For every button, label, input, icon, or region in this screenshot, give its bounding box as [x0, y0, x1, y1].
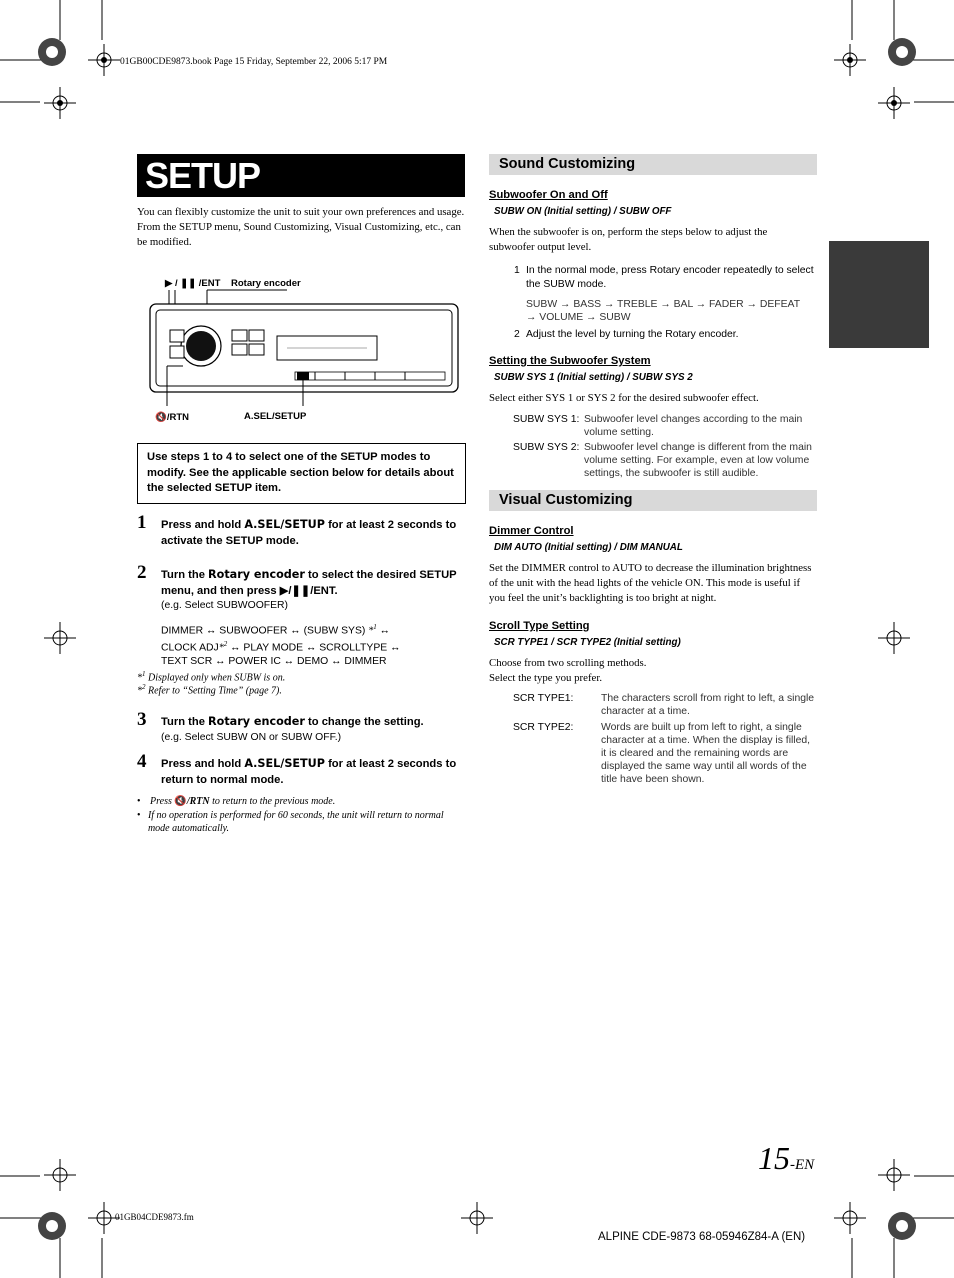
subwoofer-on-off-heading: Subwoofer On and Off — [489, 189, 608, 201]
sys-item-2-label: SUBW SYS 2: — [513, 442, 580, 453]
crosshair-dot — [101, 57, 107, 63]
scr-item-2-desc: Words are built up from left to right, a single character at a time. When the display is filled, it is cleared and the remaining words are displayed the same way until all words of the title have been shown. — [601, 722, 811, 785]
dimmer-initial-setting: DIM AUTO (Initial setting) / DIM MANUAL — [494, 542, 683, 553]
page-number: 15-EN — [758, 1140, 815, 1176]
scroll-type-heading: Scroll Type Setting — [489, 620, 590, 632]
setup-sequence: DIMMER ↔ SUBWOOFER ↔ (SUBW SYS) *$^1$ ↔ CLOCK ADJ*$^2$ ↔ PLAY MODE ↔ SCROLLTYPE ↔ TEXT SCR ↔ POWER IC ↔ DEMO ↔ DIMMER — [161, 623, 401, 667]
subwoofer-system-heading: Setting the Subwoofer System — [489, 355, 651, 367]
rtn-label: 🔇/RTN — [155, 412, 190, 423]
sys-item-1-desc: Subwoofer level changes according to the main volume setting. — [584, 414, 803, 438]
play-icon: ▶ — [165, 278, 173, 289]
scroll-body-2: Select the type you prefer. — [489, 672, 603, 684]
page-title: SETUP — [137, 154, 465, 197]
step-1-text: Press and hold A.SEL/SETUP for at least 2 seconds to activate the SETUP mode. — [161, 518, 457, 547]
step-3-text: Turn the Rotary encoder to change the setting. — [161, 715, 424, 728]
step-3-example: (e.g. Select SUBW ON or SUBW OFF.) — [161, 732, 342, 743]
subwoofer-system-body: Select either SYS 1 or SYS 2 for the desired subwoofer effect. — [489, 392, 759, 404]
pause-icon: ❚❚ — [180, 278, 197, 289]
scr-item-2-label: SCR TYPE2: — [513, 722, 574, 733]
note-box: Use steps 1 to 4 to select one of the SETUP modes to modify. See the applicable section below for details about the selected SETUP item. — [137, 443, 466, 504]
subwoofer-system-initial: SUBW SYS 1 (Initial setting) / SUBW SYS 2 — [494, 372, 693, 383]
list-item: • Press 🔇/RTN to return to the previous mode. — [137, 796, 336, 807]
step-2-example: (e.g. Select SUBWOOFER) — [161, 600, 289, 611]
step-number: 3 — [137, 709, 147, 730]
subw-step-1-text: In the normal mode, press Rotary encoder repeatedly to select the SUBW mode. — [526, 265, 814, 290]
play-ent-label: ▶ / ❚❚ /ENT — [165, 278, 221, 289]
step-number: 1 — [137, 512, 147, 533]
asel-label: A.SEL/SETUP — [244, 411, 307, 422]
crosshair-dot — [891, 100, 897, 106]
scr-item-1-desc: The characters scroll from right to left, a single character at a time. — [601, 693, 815, 717]
sys-item-1-label: SUBW SYS 1: — [513, 414, 580, 425]
list-item: • If no operation is performed for 60 seconds, the unit will return to normal mode automatically. — [137, 809, 444, 834]
sound-customizing-heading: Sound Customizing — [489, 154, 817, 175]
subw-step-2-text: Adjust the level by turning the Rotary encoder. — [526, 329, 739, 340]
subw-step-2-num: 2 — [514, 329, 520, 340]
side-tab — [829, 241, 929, 348]
sys-item-2-desc: Subwoofer level change is different from the main volume setting. For example, even at low volume settings, the subwoofer is still audible. — [584, 442, 812, 479]
footnote-1: *$^1$ Displayed only when SUBW is on. — [137, 670, 286, 684]
model-info: ALPINE CDE-9873 68-05946Z84-A (EN) — [598, 1231, 806, 1243]
subw-sequence-1: SUBW → BASS → TREBLE → BAL → FADER → DEFEAT — [526, 299, 801, 310]
device-diagram — [137, 270, 465, 430]
file-name: 01GB04CDE9873.fm — [115, 1212, 194, 1222]
head-unit-illustration — [137, 288, 465, 418]
bullet-list — [137, 795, 467, 836]
scroll-type-initial: SCR TYPE1 / SCR TYPE2 (Initial setting) — [494, 637, 681, 648]
crosshair-dot — [847, 57, 853, 63]
rotary-label: Rotary encoder — [231, 278, 301, 289]
footnote-2: *$^2$ Refer to “Setting Time” (page 7). — [137, 683, 282, 697]
book-info: 01GB00CDE9873.book Page 15 Friday, September 22, 2006 5:17 PM — [120, 57, 388, 67]
subwoofer-initial-setting: SUBW ON (Initial setting) / SUBW OFF — [494, 206, 672, 217]
step-2-text: Turn the Rotary encoder to select the desired SETUP menu, and then press ▶/❚❚/ENT. — [161, 568, 457, 597]
step-number: 2 — [137, 562, 147, 583]
dimmer-control-heading: Dimmer Control — [489, 525, 574, 537]
scr-item-1-label: SCR TYPE1: — [513, 693, 574, 704]
visual-customizing-heading: Visual Customizing — [489, 490, 817, 511]
crosshair-dot — [57, 100, 63, 106]
subw-sequence-2: → VOLUME → SUBW — [526, 312, 631, 323]
dimmer-body: Set the DIMMER control to AUTO to decrease the illumination brightness of the unit with the head lights of the vehicle ON. This mode is useful if you feel the unit’s backlighting is too bright at night. — [489, 562, 812, 604]
subw-step-1-num: 1 — [514, 265, 520, 276]
mute-icon: 🔇 — [174, 796, 187, 807]
subwoofer-body: When the subwoofer is on, perform the steps below to adjust the subwoofer output level. — [489, 226, 768, 253]
step-number: 4 — [137, 751, 147, 772]
intro-text: You can flexibly customize the unit to suit your own preferences and usage. From the SETUP menu, Sound Customizing, Visual Customizing, etc., can be modified. — [137, 206, 465, 248]
mute-icon: 🔇 — [155, 412, 167, 423]
step-4-text: Press and hold A.SEL/SETUP for at least 2 seconds to return to normal mode. — [161, 757, 457, 786]
scroll-body-1: Choose from two scrolling methods. — [489, 657, 647, 669]
play-pause-icon: ▶/❚❚ — [279, 584, 311, 597]
